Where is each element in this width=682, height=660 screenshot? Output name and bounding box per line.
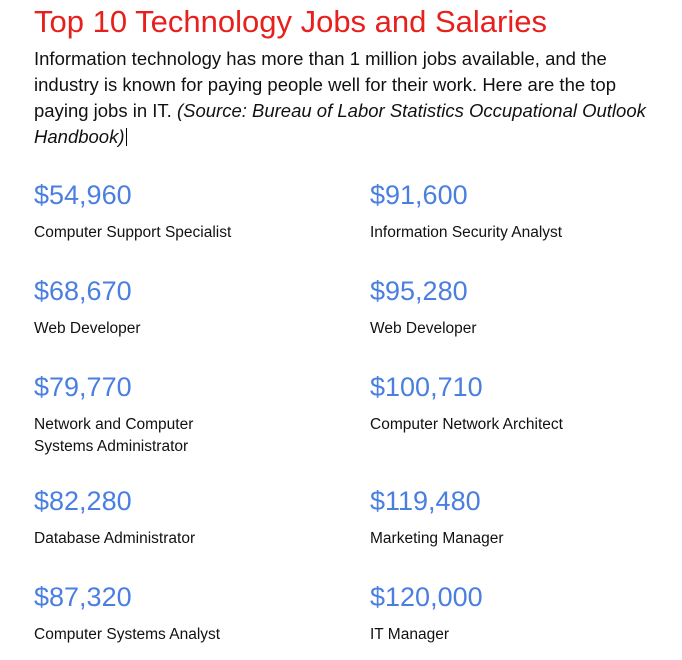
job-title: Web Developer (34, 320, 141, 337)
job-salary: $82,280 (34, 486, 132, 516)
intro-paragraph[interactable] (34, 46, 674, 150)
job-salary: $91,600 (370, 180, 468, 210)
job-title: Web Developer (370, 320, 477, 337)
job-salary: $95,280 (370, 276, 468, 306)
job-salary: $54,960 (34, 180, 132, 210)
job-title: Computer Network Architect (370, 416, 563, 433)
job-card (370, 370, 670, 436)
job-card (34, 274, 334, 340)
job-card (34, 178, 334, 244)
job-title: Database Administrator (34, 530, 196, 547)
job-salary: $119,480 (370, 486, 481, 516)
job-card (34, 370, 234, 458)
job-salary: $87,320 (34, 582, 132, 612)
job-card (370, 484, 670, 550)
job-title: Network and Computer Systems Administrator (34, 416, 194, 455)
job-title: Marketing Manager (370, 530, 504, 547)
job-title: IT Manager (370, 626, 449, 643)
source-citation: (Source: Bureau of Labor Statistics Occupational Outlook Handbook) (34, 100, 646, 147)
job-card (34, 484, 334, 550)
job-salary: $68,670 (34, 276, 132, 306)
job-salary: $100,710 (370, 372, 483, 402)
job-title: Information Security Analyst (370, 224, 563, 241)
job-card (370, 274, 670, 340)
job-title: Computer Support Specialist (34, 224, 232, 241)
job-salary: $120,000 (370, 582, 483, 612)
job-card (34, 580, 334, 646)
text-cursor (126, 128, 127, 146)
job-card (370, 580, 670, 646)
job-salary: $79,770 (34, 372, 132, 402)
job-card (370, 178, 670, 244)
intro-text: Information technology has more than 1 million jobs available, and the industry is known for paying people well for their work. Here are the top paying jobs in IT. (34, 48, 617, 121)
page-title: Top 10 Technology Jobs and Salaries (34, 4, 547, 39)
job-title: Computer Systems Analyst (34, 626, 221, 643)
